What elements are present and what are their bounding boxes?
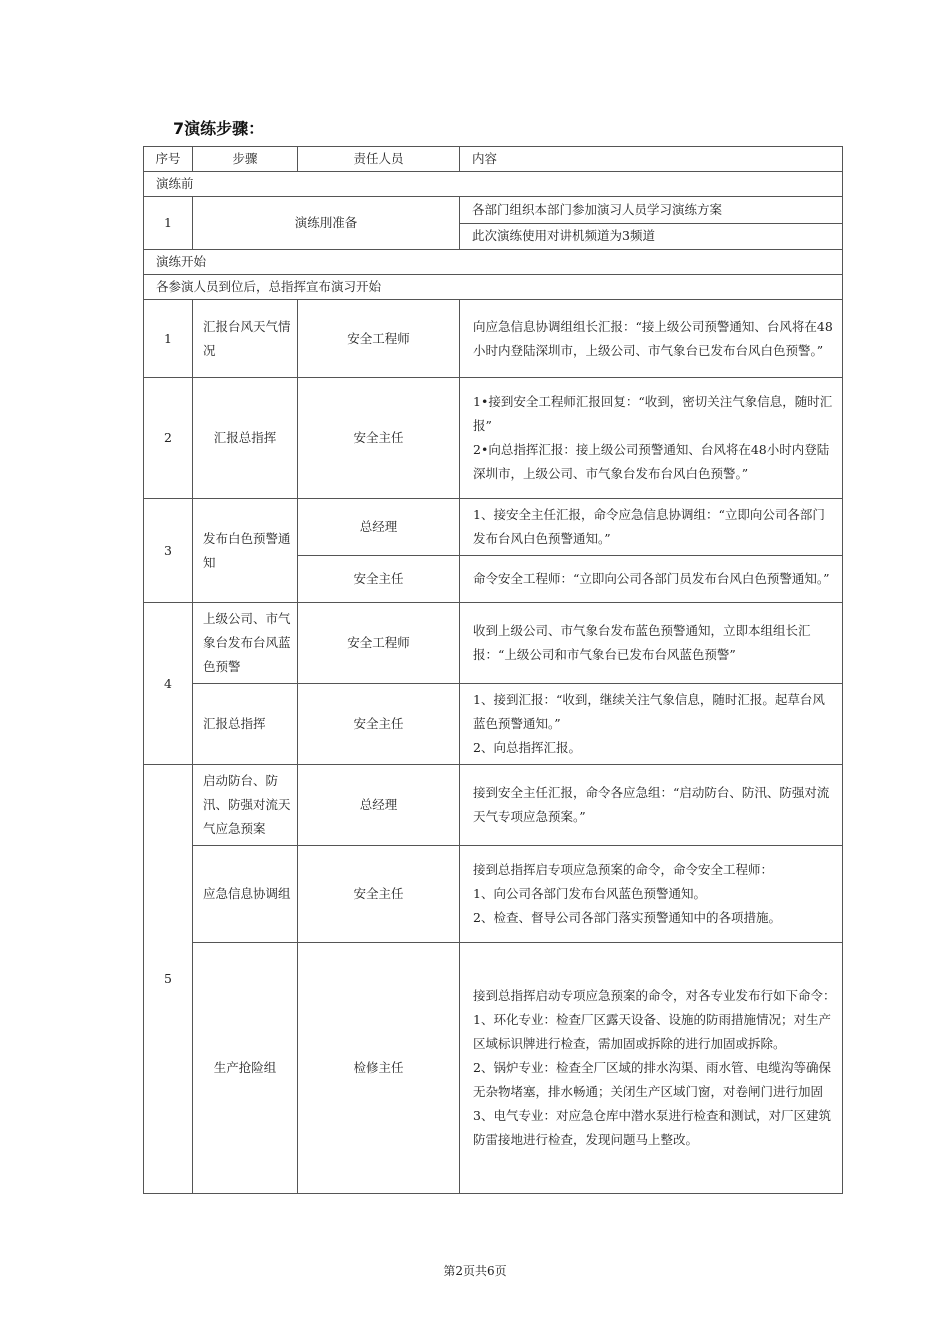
row-person: 安全主任 [298,846,460,943]
table-row [144,499,843,556]
row-content [460,378,843,499]
section-title: 7演练步骤： [173,119,265,138]
section-row-announce [144,275,843,300]
section-before: 演练前 [144,172,843,197]
row-step: 汇报台风天气情况 [193,300,298,378]
content-line: 1、向公司各部门发布台风蓝色预警通知。 [473,886,706,901]
prep-row [144,197,843,224]
row-person: 安全工程师 [298,603,460,684]
row-step: 应急信息协调组 [193,846,298,943]
section-start: 演练开始 [144,250,843,275]
header-step: 步骤 [193,147,298,172]
content-line: 2、向总指挥汇报。 [473,740,581,755]
row-step: 汇报总指挥 [193,684,298,765]
row-person: 安全主任 [298,378,460,499]
row-step: 上级公司、市气象台发布台风蓝色预警 [193,603,298,684]
content-line: 2、锅炉专业：检查全厂区域的排水沟渠、雨水管、电缆沟等确保无杂物堵塞，排水畅通；关闭生产区域门窗，对卷闸门进行加固 [473,1060,831,1099]
row-no: 5 [144,765,193,1194]
table-row [144,765,843,846]
prep-line-2: 此次演练使用对讲机频道为3频道 [460,223,843,250]
content-line: 3、电气专业：对应急仓库中潜水泵进行检查和测试，对厂区建筑防雷接地进行检查，发现问题马上整改。 [473,1108,831,1147]
table-row [144,300,843,378]
section-announce: 各参演人员到位后，总指挥宣布演习开始 [144,275,843,300]
row-person: 安全工程师 [298,300,460,378]
section-row-start [144,250,843,275]
row-content: 向应急信息协调组组长汇报：“接上级公司预警通知、台风将在48小时内登陆深圳市，上级公司、市气象台已发布台风白色预警。” [460,300,843,378]
content-line: 接到总指挥启动专项应急预案的命令，对各专业发布行如下命令： [473,988,836,1003]
row-person: 安全主任 [298,556,460,603]
row-step: 汇报总指挥 [193,378,298,499]
row-person: 总经理 [298,499,460,556]
section-row-before [144,172,843,197]
row-step: 启动防台、防汛、防强对流天气应急预案 [193,765,298,846]
content-line: 2•向总指挥汇报：接上级公司预警通知、台风将在48小时内登陆深圳市，上级公司、市气象台发布台风白色预警。” [473,442,830,481]
row-content: 接到安全主任汇报，命令各应急组：“启动防台、防汛、防强对流天气专项应急预案。” [460,765,843,846]
header-person: 责任人员 [298,147,460,172]
page-footer: 第2页共6页 [443,1264,507,1278]
row-content: 命令安全工程师：“立即向公司各部门员发布台风白色预警通知。” [460,556,843,603]
content-line: 1•接到安全工程师汇报回复：“收到，密切关注气象信息，随时汇报” [473,394,833,433]
table-row [144,943,843,1194]
row-no: 4 [144,603,193,765]
row-person: 安全主任 [298,684,460,765]
row-step: 发布白色预警通知 [193,499,298,603]
row-no: 2 [144,378,193,499]
header-content: 内容 [460,147,843,172]
row-content: 收到上级公司、市气象台发布蓝色预警通知，立即本组组长汇报：“上级公司和市气象台已发布台风蓝色预警” [460,603,843,684]
row-step: 生产抢险组 [193,943,298,1194]
drill-steps-table [143,146,843,1194]
content-line: 接到总指挥启专项应急预案的命令，命令安全工程师： [473,862,774,877]
row-person: 总经理 [298,765,460,846]
content-line: 1、接到汇报：“收到，继续关注气象信息，随时汇报。起草台风蓝色预警通知。” [473,692,825,731]
header-row [144,147,843,172]
row-content [460,943,843,1194]
table-row [144,378,843,499]
row-person: 检修主任 [298,943,460,1194]
table-row [144,684,843,765]
table-row [144,603,843,684]
row-no: 1 [144,300,193,378]
prep-no: 1 [144,197,193,250]
header-no: 序号 [144,147,193,172]
row-content [460,846,843,943]
table-row [144,846,843,943]
row-no: 3 [144,499,193,603]
row-content: 1、接安全主任汇报，命令应急信息协调组：“立即向公司各部门发布台风白色预警通知。” [460,499,843,556]
prep-line-1: 各部门组织本部门参加演习人员学习演练方案 [460,197,843,224]
row-content [460,684,843,765]
content-line: 2、检查、督导公司各部门落实预警通知中的各项措施。 [473,910,781,925]
prep-step: 演练刖准备 [193,197,460,250]
content-line: 1、环化专业：检查厂区露天设备、设施的防雨措施情况；对生产区域标识牌进行检查，需加固或拆除的进行加固或拆除。 [473,1012,831,1051]
